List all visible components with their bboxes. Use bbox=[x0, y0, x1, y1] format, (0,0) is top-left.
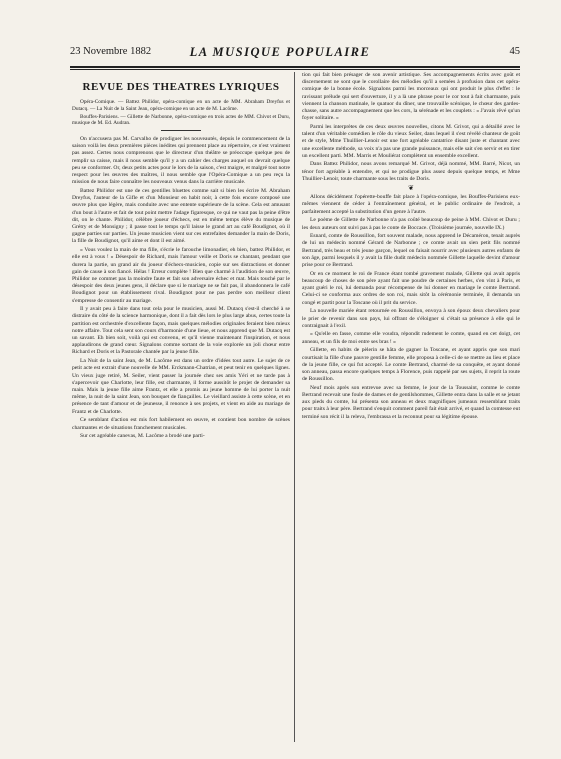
article-title: REVUE DES THEATRES LYRIQUES bbox=[82, 81, 280, 93]
right-column bbox=[302, 72, 520, 422]
paragraph: tion qui fait bien présager de son avenir artistique. Ses accompagnements écrits avec goût et discernement ne sont que le corollaire des mélodies qu'il a semées à profusion dans cet opéra-comique de la bonne école. Signalons parmi les morceaux qui ont produit le plus d'effet : le ravissant prélude qui sert d'ouverture, il y a là une phrase pour le cor tout à fait charmante, puis viennent la chanson matinale, le quatuor du dîner, une trouvaille scénique, le chœur des gardes-chasse, sans autre accompagnement que les cors, la sérénade et les couplets : « J'avais rêvé qu'un foyer solitaire. » bbox=[302, 72, 520, 122]
paragraph: Il y avait peu à faire dans tout cela pour le musicien, aussi M. Dutacq s'est-il cherché à se distraire du côté de la science harmonique, dont il a fait dès lors le plus large abus, certes toute la partition est orchestrée d'excellente façon, mais quelques mélodies originales feraient bien mieux notre affaire. Tout cela sent son cours d'harmonie d'une lieue, et nous apprend que M. Dutacq est un savant. Eh bien soit, voilà qui est convenu, et qu'il vienne maintenant l'inspiration, et nous applaudirons de grand cœur. Signalons comme sortant de la voie explorée un joli chœur entre Richard et Doris et la Pastorale chantée par la jeune fille. bbox=[72, 306, 290, 356]
paragraph: Allons décidément l'opérette-bouffe fait place à l'opéra-comique, les Bouffes-Parisiens eux-mêmes viennent de céder à l'entraînement général, et le public ordinaire de l'endroit, a parfaitement accepté la substitution d'un genre à l'autre. bbox=[302, 194, 520, 215]
issue-date: 23 Novembre 1882 bbox=[70, 46, 152, 57]
left-column bbox=[72, 72, 290, 442]
notice-bouffes-parisiens: Bouffes-Parisiens. — Gillette de Narbonne, opéra-comique en trois actes de MM. Chivot et Duru, musique de M. Ed. Audran. bbox=[72, 113, 290, 127]
paragraph: Dans Battez Philidor, nous avons remarqué M. Grivot, déjà nommé, MM. Barré, Nicot, un ténor fort agréable à entendre, et qui ne prodigue plus assez depuis quelque temps, et Mme Thuillier-Lenoir, toute charmante sous les traits de Doris. bbox=[302, 161, 520, 182]
paragraph: « Qu'elle en fasse, comme elle voudra, répondit rudement le comte, quand en cet doigt, cet anneau, et un fils de moi entre ses bras ! » bbox=[302, 331, 520, 345]
paragraph: Ce semblant d'action est mis fort habilement en œuvre, et contient bon nombre de scènes charmantes et de situations franchement musicales. bbox=[72, 417, 290, 431]
paragraph: La Nuit de la saint Jean, de M. Lacôme est dans un ordre d'idées tout autre. Le sujet de ce petit acte est extrait d'une nouvelle de MM. Erckmann-Chatrian, et peut tenir en quelques lignes. Un vieux juge retiré, M. Seiler, vient passer la journée chez ses amis Yéri et ne tarde pas à s'apercevoir que Charlotte, leur fille, est charmante, il forme aussitôt le projet de demander sa main. Mais la jeune fille aime Frantz, et elle a promis au jeune homme de lui porter la nuit même, la nuit de la saint Jean, son bouquet de fiançailles. Le vieillard assiste à cette scène, et en présence de tant d'amour et de jeunesse, il renonce à ses projets, et vient en aide au mariage de Frantz et de Charlotte. bbox=[72, 358, 290, 415]
paragraph: « Vous voulez la main de ma fille, s'écrie le farouche limonadier, eh bien, battez Philidor, et elle est à vous ! » Désespoir de Richard, mais l'amour veille et Doris se chantant, pendant que durera la partie, un grand air du joueur d'échecs-musicien, copie sur ses distractions et donner gain de cause à son fiancé. Hélas ! Erreur complète ! Bien que charmé à l'audition de son œuvre, Philidor ne commet pas la moindre faute et fait son adversaire échec et mat. Mais touché par le désespoir des deux jeunes gens, il déclare que si le mariage ne se fait pas, il abandonnera le café Boudignot pour un établissement rival. Boudignot pour ne pas perdre son meilleur client s'empresse de consentir au mariage. bbox=[72, 247, 290, 304]
page-number: 45 bbox=[509, 46, 520, 57]
header-rule bbox=[70, 66, 520, 68]
paragraph: Esnard, comte de Roussillon, fort souvent malade, nous apprend le Décaméron, tenait auprès de lui un médecin nommé Gérard de Narbonne ; ce comte avait un sien petit fils nommé Bertrand, très beau et très jeune garçon, lequel on faisait nourrir avec plusieurs autres enfants de son âge, parmi lesquels il y avait la fille dudit médecin nommée Gillette laquelle devint d'amour prise pour ce Bertrand. bbox=[302, 233, 520, 269]
paragraph: La nouvelle mariée étant retournée en Roussillon, envoya à son époux deux chevaliers pour le prier de revenir dans son pays, lui offrant de s'éloigner si c'était sa présence à elle qui le contraignait à l'exil. bbox=[302, 308, 520, 329]
paragraph: Sur cet agréable canevas, M. Lacôme a brodé une parti- bbox=[80, 433, 205, 440]
header-rule-thin bbox=[70, 69, 520, 70]
column-separator bbox=[294, 72, 295, 742]
page-header bbox=[70, 45, 520, 64]
notice-rule bbox=[161, 130, 201, 131]
section-ornament: ❦ bbox=[408, 184, 414, 193]
paragraph: Le poème de Gillette de Narbonne n'a pas coûté beaucoup de peine à MM. Chivot et Duru ; les deux auteurs ont suivi pas à pas le conte de Boccace. (Troisième journée, nouvelle IX.) bbox=[302, 217, 520, 231]
paragraph: Neuf mois après son entrevue avec sa femme, le jour de la Toussaint, comme le comte Bertrand recevait une foule de dames et de gentilshommes, Gillette entra dans la salle et se jetant aux pieds du comte, lui présenta son anneau et deux magnifiques jumeaux ressemblant traits pour traits à leur père. Bertrand s'enquit comment pareil fait était arrivé, et quand la comtesse eut terminé son récit il la releva, l'embrassa et la reconnut pour sa légitime épouse. bbox=[302, 384, 520, 420]
paragraph: Or en ce moment le roi de France étant tombé gravement malade, Gillette qui avait appris beaucoup de choses de son père ayant fait une poudre de certaines herbes, s'en vint à Paris, et ayant guéri le roi, lui demanda pour récompense de lui donner en mariage le comte Bertrand. Celui-ci se conforma aux ordres de son roi, mais sitôt la cérémonie terminée, il demanda un congé et partit pour la Toscane où il prit du service. bbox=[302, 270, 520, 306]
paragraph: On n'accusera pas M. Carvalho de prodiguer les nouveautés, depuis le commencement de la saison voilà les deux premières pièces inédites qui prennent place au répertoire, ce n'est vraiment pas assez. Certes nous comprenons que le directeur d'un théâtre se préoccupe quelque peu de remplir sa caisse, mais il nous semble qu'il y a un cahier des charges auquel on devrait quelque peu se conformer. Or, deux petits actes pour le lors de la saison, c'est maigre, et malgré tout notre respect pour les œuvres des maîtres, il nous semble que l'Opéra-Comique a un peu reçu la mission de nous faire connaître les nouveaux venus dans la carrière musicale. bbox=[72, 136, 290, 186]
paragraph: Parmi les interprètes de ces deux œuvres nouvelles, citons M. Grivot, qui a détaillé avec le talent d'un véritable comédien le rôle du vieux Seiler, dans lequel il s'est révélé chanteur de goût et de style, Mme Thuillier-Lenoir est une fort agréable cantatrice disant juste et chantant avec une excellente méthode, sa voix n'a pas une grande puissance, mais elle sait s'en servir et en tirer un excellent parti. MM. Marris et Mouliérat complètent un ensemble excellent. bbox=[302, 123, 520, 159]
notice-opera-comique: Opéra-Comique. — Battez Philidor, opéra-comique en un acte de MM. Abraham Dreyfus et Dutacq. — La Nuit de la Saint Jean, opéra-comique en un acte de M. Lacôme. bbox=[72, 99, 290, 112]
publication-title: LA MUSIQUE POPULAIRE bbox=[189, 45, 371, 59]
paragraph: Battez Philidor est une de ces gentilles bluettes comme sait si bien les écrire M. Abraham Dreyfus, l'auteur de la Gifle et d'un Monsieur en habit noir, à cette fois encore composé une œuvre plus que légère, mais conduite avec une entente supérieure de la scène. Cela est amusant d'un bout à l'autre et fait de tout point mettre l'adage figaresque, ce qui ne vaut pas la peine d'être dit, on le chante. Philidor, célèbre joueur d'échecs, est en même temps élève du musique de Grétry et de Monsigny ; il passe tout le temps qu'il laisse le grand art au café Boudignot, où il gagne parties sur parties. Un jeune musicien vient sur ces entrefaites demander la main de Doris, la fille de Boudignot, qu'il aime et dont il est aimé. bbox=[72, 188, 290, 245]
paragraph: Gillette, en habits de pèlerin se hâta de gagner la Toscane, et ayant appris que son mari courtisait la fille d'une pauvre gentille femme, elle proposa à celle-ci de se mettre au lieu et place de la jeune fille, ce qui fut accepté. Le comte Bertrand, charmé de sa conquête, et ayant donné son anneau, passa encore quelques temps à Florence, puis rappelé par ses sujets, il reprit la route de Roussillon. bbox=[302, 347, 520, 383]
